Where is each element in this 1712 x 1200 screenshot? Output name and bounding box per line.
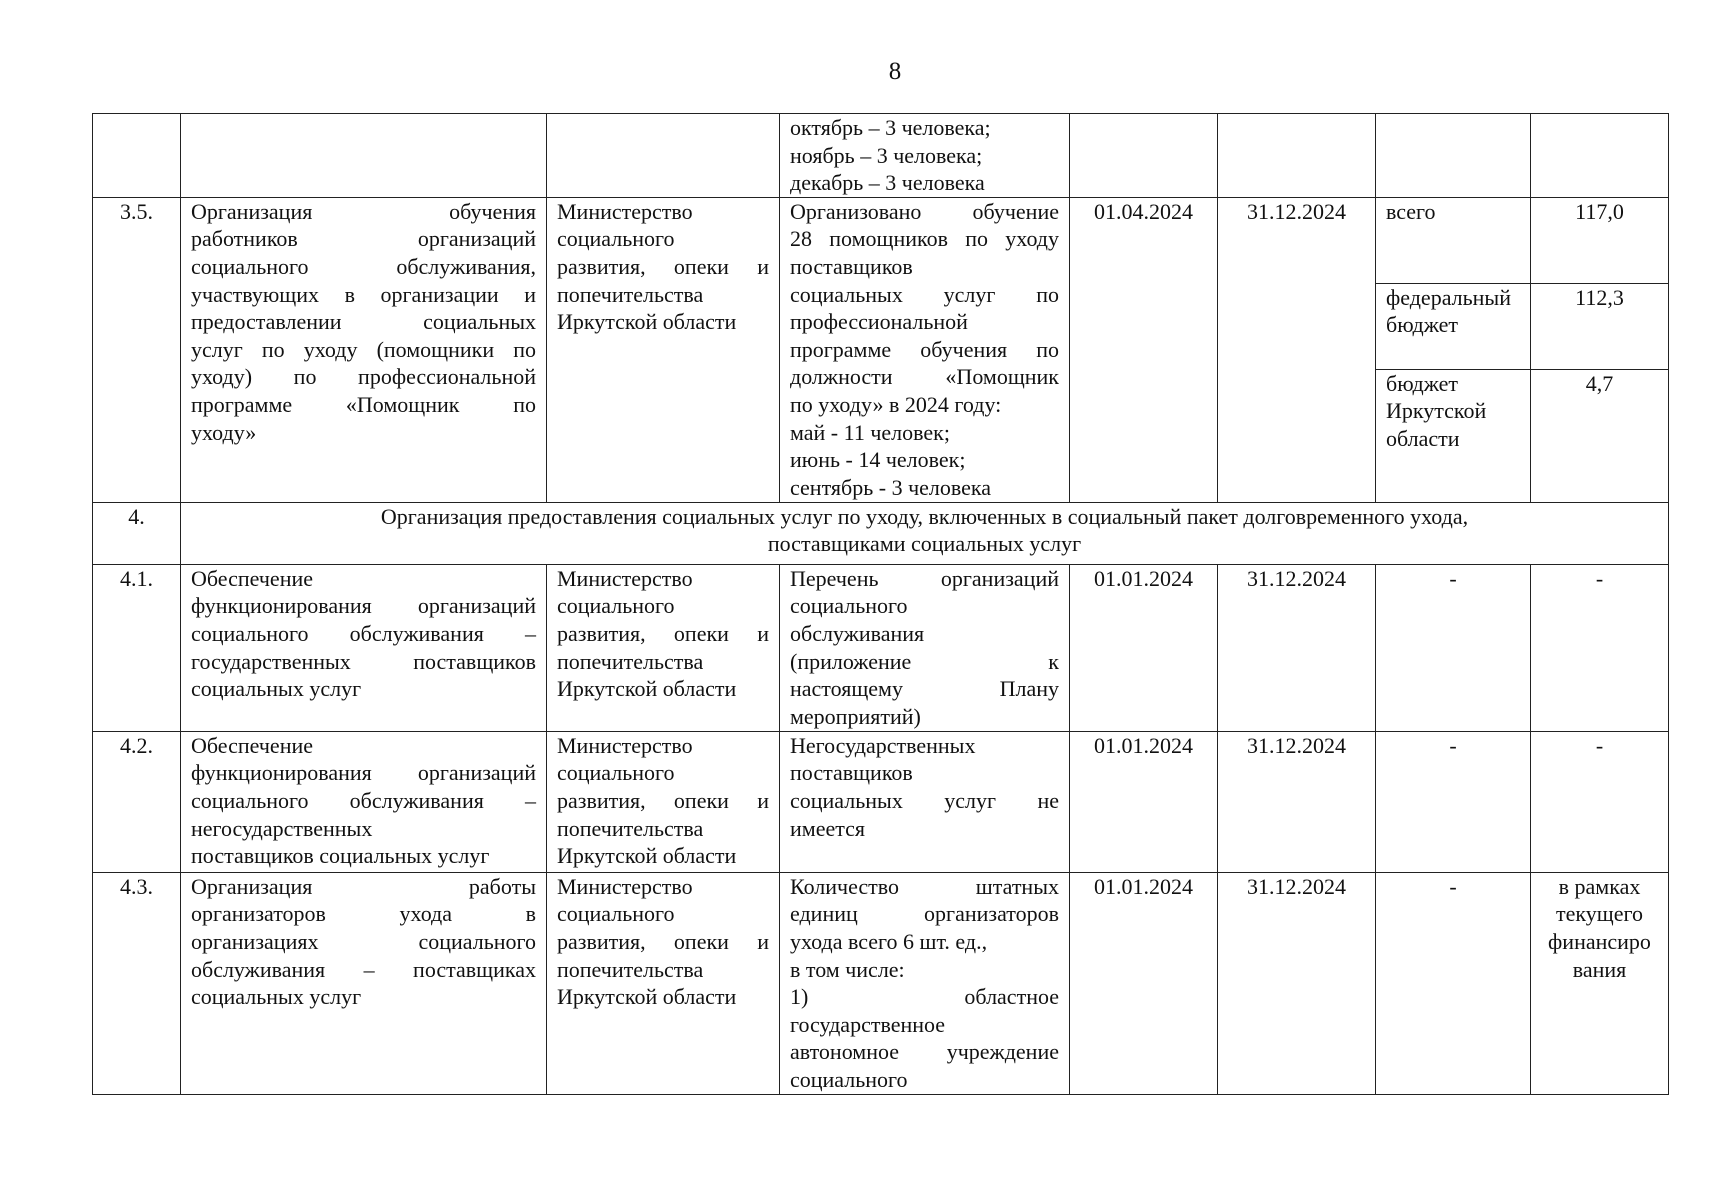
table-row-continuation bbox=[93, 114, 1669, 198]
cell-num bbox=[93, 114, 181, 198]
cell-num: 4.1. bbox=[93, 564, 181, 731]
text-line: программе обучения по bbox=[790, 336, 1059, 362]
text-line: работников организаций bbox=[191, 226, 536, 252]
text-line: бюджет bbox=[1386, 312, 1458, 338]
cell-result bbox=[780, 872, 1070, 1094]
text-line: попечительства bbox=[557, 815, 704, 841]
text-line: области bbox=[1386, 425, 1460, 451]
cell-name bbox=[181, 114, 547, 198]
text-line: в том числе: bbox=[790, 956, 905, 982]
text-line: социального обслуживания – bbox=[191, 787, 536, 813]
cell-source: - bbox=[1376, 872, 1531, 1094]
text-line: обслуживания – поставщиках bbox=[191, 956, 536, 982]
text-line: социального bbox=[557, 226, 675, 252]
table-row-4-1 bbox=[93, 564, 1669, 731]
text-line: социального bbox=[557, 901, 675, 927]
cell-num: 4.2. bbox=[93, 731, 181, 872]
text-line: 28 помощников по уходу bbox=[790, 226, 1059, 252]
text-line: социального bbox=[557, 593, 675, 619]
text-line: организациях социального bbox=[191, 928, 536, 954]
text-line: профессиональной bbox=[790, 309, 968, 335]
text-line: развития, опеки и bbox=[557, 253, 769, 279]
text-line: Министерство bbox=[557, 873, 693, 899]
cell-executor bbox=[547, 197, 780, 502]
text-line: социальных услуг bbox=[191, 676, 362, 702]
text-line: развития, опеки и bbox=[557, 620, 769, 646]
cell-end: 31.12.2024 bbox=[1218, 731, 1376, 872]
cell-source: - bbox=[1376, 731, 1531, 872]
table-row-4-3 bbox=[93, 872, 1669, 1094]
cell-num: 3.5. bbox=[93, 197, 181, 502]
text-line: попечительства bbox=[557, 648, 704, 674]
text-line: должности «Помощник bbox=[790, 364, 1059, 390]
text-line: финансиро bbox=[1548, 928, 1651, 954]
cell-executor bbox=[547, 114, 780, 198]
text-line: социальных услуг bbox=[191, 984, 362, 1010]
cell-name bbox=[181, 872, 547, 1094]
text-line: Количество штатных bbox=[790, 873, 1059, 899]
text-line: всего bbox=[1386, 198, 1436, 224]
text-line: поставщиков bbox=[790, 253, 913, 279]
text-line: негосударственных bbox=[191, 815, 373, 841]
text-line: федеральный bbox=[1386, 284, 1511, 310]
text-line: Организация работы bbox=[191, 873, 536, 899]
cell-name bbox=[181, 197, 547, 502]
text-line: ухода всего 6 шт. ед., bbox=[790, 928, 988, 954]
text-line: Обеспечение bbox=[191, 732, 313, 758]
cell-result bbox=[780, 197, 1070, 502]
text-line: Обеспечение bbox=[191, 565, 313, 591]
cell-amount-regional: 4,7 bbox=[1531, 369, 1669, 502]
text-line: 1) областное bbox=[790, 984, 1059, 1010]
text-line: социальных услуг по bbox=[790, 281, 1059, 307]
page-number: 8 bbox=[888, 58, 902, 85]
text-line: автономное учреждение bbox=[790, 1039, 1059, 1065]
text-line: предоставлении социальных bbox=[191, 309, 536, 335]
text-line: ноябрь – 3 человека; bbox=[790, 142, 983, 168]
table-row-4-2 bbox=[93, 731, 1669, 872]
cell-result bbox=[780, 114, 1070, 198]
text-line: уходу» bbox=[191, 419, 257, 445]
text-line: уходу) по профессиональной bbox=[191, 364, 536, 390]
text-line: единиц организаторов bbox=[790, 901, 1059, 927]
text-line: развития, опеки и bbox=[557, 928, 769, 954]
cell-source-regional bbox=[1376, 369, 1531, 502]
text-line: бюджет bbox=[1386, 370, 1458, 396]
cell-amount-total: 117,0 bbox=[1531, 197, 1669, 283]
text-line: функционирования организаций bbox=[191, 593, 536, 619]
text-line: услуг по уходу (помощники по bbox=[191, 336, 536, 362]
text-line: государственных поставщиков bbox=[191, 648, 536, 674]
cell-num: 4.3. bbox=[93, 872, 181, 1094]
text-line: обслуживания bbox=[790, 620, 925, 646]
table-row-section-4 bbox=[93, 502, 1669, 564]
text-line: (приложение к bbox=[790, 648, 1059, 674]
text-line: поставщиками социальных услуг bbox=[767, 531, 1082, 557]
text-line: май - 11 человек; bbox=[790, 419, 950, 445]
text-line: социального обслуживания, bbox=[191, 253, 536, 279]
text-line: Иркутской области bbox=[557, 984, 737, 1010]
table-row-3-5 bbox=[93, 197, 1669, 283]
text-line: июнь - 14 человек; bbox=[790, 447, 966, 473]
text-line: попечительства bbox=[557, 281, 704, 307]
text-line: социального bbox=[790, 593, 908, 619]
cell-amount: - bbox=[1531, 731, 1669, 872]
text-line: социального bbox=[790, 1066, 908, 1092]
measures-table bbox=[92, 113, 1669, 1095]
text-line: Организация обучения bbox=[191, 198, 536, 224]
text-line: государственное bbox=[790, 1011, 946, 1037]
text-line: Организовано обучение bbox=[790, 198, 1059, 224]
text-line: вания bbox=[1572, 956, 1627, 982]
cell-result bbox=[780, 731, 1070, 872]
text-line: Иркутской области bbox=[557, 843, 737, 869]
text-line: Иркутской области bbox=[557, 309, 737, 335]
text-line: октябрь – 3 человека; bbox=[790, 115, 991, 140]
cell-executor bbox=[547, 731, 780, 872]
cell-start: 01.04.2024 bbox=[1070, 197, 1218, 502]
text-line: Иркутской bbox=[1386, 398, 1487, 424]
text-line: сентябрь - 3 человека bbox=[790, 474, 992, 500]
text-line: по уходу» в 2024 году: bbox=[790, 391, 1002, 417]
text-line: социального обслуживания – bbox=[191, 620, 536, 646]
text-line: поставщиков социальных услуг bbox=[191, 843, 490, 869]
text-line: Перечень организаций bbox=[790, 565, 1059, 591]
text-line: имеется bbox=[790, 815, 865, 841]
text-line: Министерство bbox=[557, 565, 693, 591]
cell-amount bbox=[1531, 872, 1669, 1094]
cell-source-total bbox=[1376, 197, 1531, 283]
cell-executor bbox=[547, 872, 780, 1094]
text-line: Негосударственных bbox=[790, 732, 976, 758]
text-line: текущего bbox=[1556, 901, 1643, 927]
cell-end: 31.12.2024 bbox=[1218, 564, 1376, 731]
cell-end bbox=[1218, 114, 1376, 198]
cell-end: 31.12.2024 bbox=[1218, 197, 1376, 502]
cell-amount-federal: 112,3 bbox=[1531, 283, 1669, 369]
text-line: Организация предоставления социальных услуг по уходу, включенных в социальный пакет долговременного ухода, bbox=[380, 503, 1469, 529]
cell-start: 01.01.2024 bbox=[1070, 731, 1218, 872]
text-line: социальных услуг не bbox=[790, 787, 1059, 813]
text-line: декабрь – 3 человека bbox=[790, 170, 985, 196]
text-line: развития, опеки и bbox=[557, 787, 769, 813]
cell-name bbox=[181, 731, 547, 872]
text-line: мероприятий) bbox=[790, 703, 921, 729]
text-line: попечительства bbox=[557, 956, 704, 982]
cell-source bbox=[1376, 114, 1531, 198]
text-line: Министерство bbox=[557, 732, 693, 758]
cell-start: 01.01.2024 bbox=[1070, 564, 1218, 731]
cell-num: 4. bbox=[93, 502, 181, 564]
cell-amount bbox=[1531, 114, 1669, 198]
text-line: программе «Помощник по bbox=[191, 391, 536, 417]
cell-amount: - bbox=[1531, 564, 1669, 731]
text-line: Министерство bbox=[557, 198, 693, 224]
text-line: настоящему Плану bbox=[790, 676, 1059, 702]
text-line: Иркутской области bbox=[557, 676, 737, 702]
cell-start bbox=[1070, 114, 1218, 198]
cell-executor bbox=[547, 564, 780, 731]
cell-result bbox=[780, 564, 1070, 731]
text-line: в рамках bbox=[1558, 873, 1641, 899]
section-title bbox=[181, 502, 1669, 564]
text-line: функционирования организаций bbox=[191, 760, 536, 786]
cell-source: - bbox=[1376, 564, 1531, 731]
cell-end: 31.12.2024 bbox=[1218, 872, 1376, 1094]
cell-start: 01.01.2024 bbox=[1070, 872, 1218, 1094]
text-line: поставщиков bbox=[790, 760, 913, 786]
cell-source-federal bbox=[1376, 283, 1531, 369]
text-line: организаторов ухода в bbox=[191, 901, 536, 927]
cell-name bbox=[181, 564, 547, 731]
text-line: социального bbox=[557, 760, 675, 786]
text-line: участвующих в организации и bbox=[191, 281, 536, 307]
